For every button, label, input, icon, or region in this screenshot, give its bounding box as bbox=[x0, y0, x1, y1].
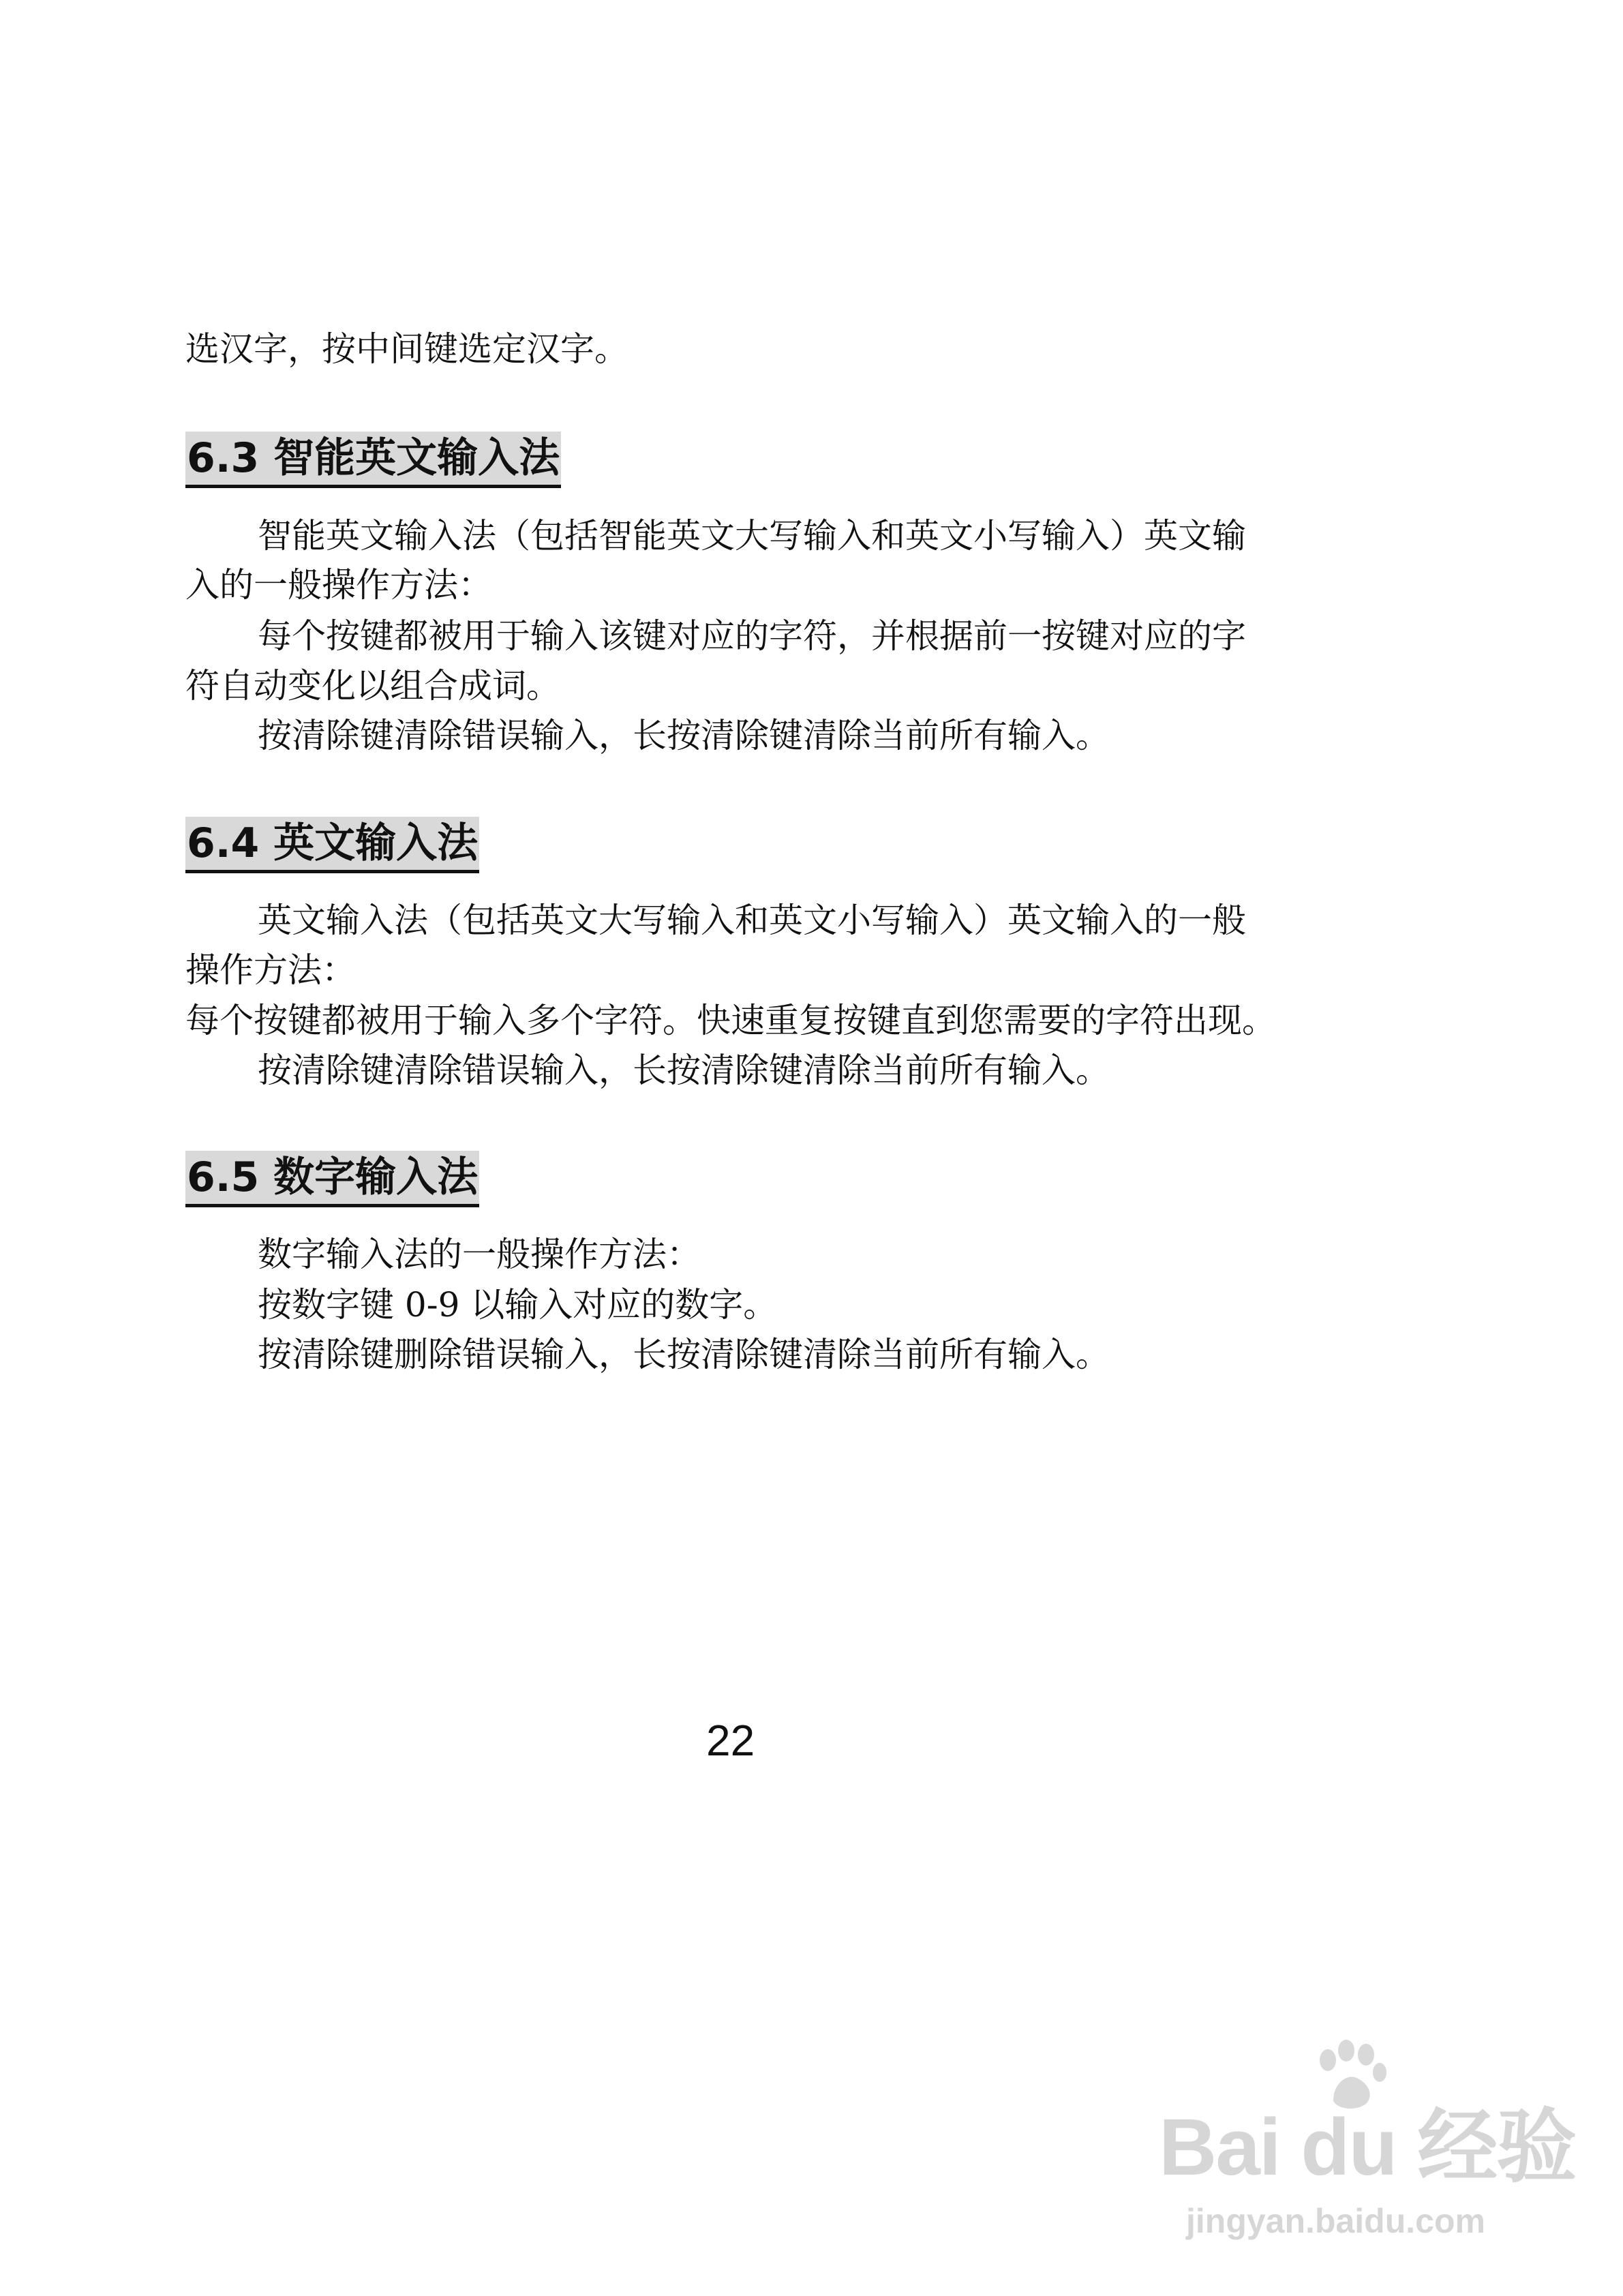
paragraph-line: 按清除键清除错误输入，长按清除键清除当前所有输入。 bbox=[258, 1051, 1110, 1090]
watermark-brand: Bai du 经验 bbox=[1159, 2102, 1576, 2192]
watermark-url: jingyan.baidu.com bbox=[1186, 2202, 1485, 2240]
paragraph-line: 按清除键清除错误输入，长按清除键清除当前所有输入。 bbox=[258, 716, 1110, 755]
baidu-watermark bbox=[1159, 2038, 1581, 2243]
section-heading-6-3: 6.3 智能英文输入法 bbox=[185, 432, 561, 488]
section-heading-6-5: 6.5 数字输入法 bbox=[185, 1151, 479, 1207]
paragraph-line: 操作方法： bbox=[185, 950, 356, 990]
paragraph-line: 数字输入法的一般操作方法： bbox=[258, 1235, 701, 1274]
section-heading-6-4: 6.4 英文输入法 bbox=[185, 817, 479, 873]
paragraph-line: 智能英文输入法（包括智能英文大写输入和英文小写输入）英文输 bbox=[258, 516, 1246, 556]
paragraph-line: 每个按键都被用于输入该键对应的字符，并根据前一按键对应的字 bbox=[258, 616, 1246, 656]
page-number: 22 bbox=[706, 1716, 755, 1765]
paragraph-line: 入的一般操作方法： bbox=[185, 565, 492, 605]
paragraph-line: 按清除键删除错误输入，长按清除键清除当前所有输入。 bbox=[258, 1335, 1110, 1374]
paragraph-line: 英文输入法（包括英文大写输入和英文小写输入）英文输入的一般 bbox=[258, 901, 1246, 940]
paragraph-line: 符自动变化以组合成词。 bbox=[185, 666, 560, 706]
paragraph-line: 每个按键都被用于输入多个字符。快速重复按键直到您需要的字符出现。 bbox=[185, 1001, 1276, 1040]
paragraph-line: 按数字键 0-9 以输入对应的数字。 bbox=[258, 1285, 778, 1325]
intro-paragraph-line: 选汉字，按中间键选定汉字。 bbox=[185, 329, 628, 369]
